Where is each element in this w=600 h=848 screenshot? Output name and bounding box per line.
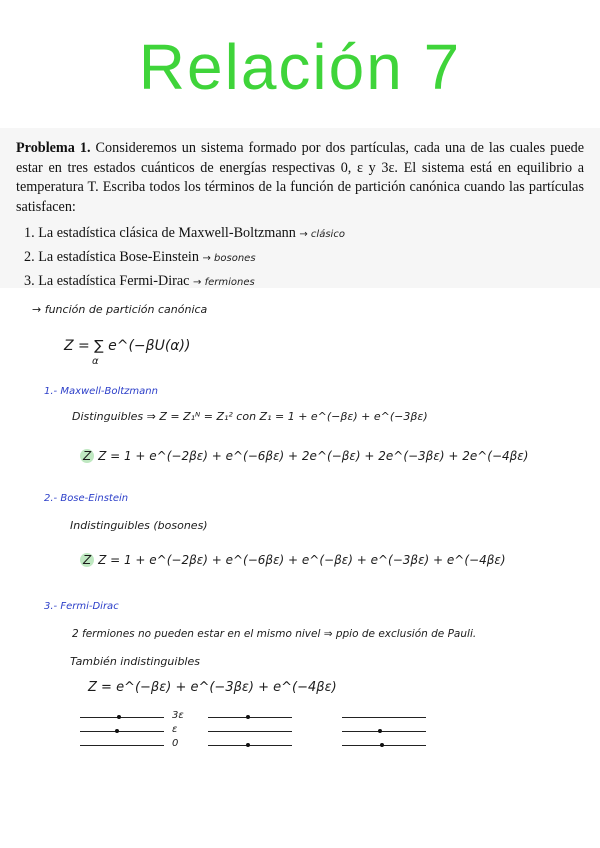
note-be-line: Indistinguibles (bosones) <box>70 519 208 532</box>
level-line <box>80 745 164 746</box>
level-label-e: ε <box>172 724 178 735</box>
level-label-3e: 3ε <box>172 710 184 721</box>
item-note: → clásico <box>299 229 345 240</box>
problem-text: Consideremos un sistema formado por dos partículas, cada una de las cuales puede estar en tres estados cuánticos de energías respectivas 0, ε y 3ε. El sistema está en equilibrio a temperatura T. Escriba todos los términos de la función de partición canónica cuando las partículas satisfacen: <box>16 140 585 215</box>
particle-dot <box>380 743 384 747</box>
note-be-result <box>80 553 506 567</box>
highlight-z: Z <box>80 553 94 567</box>
item-text: La estadística Bose-Einstein <box>38 249 199 265</box>
level-line <box>342 717 426 718</box>
mb-result-text: Z = 1 + e^(−2βε) + e^(−6βε) + 2e^(−βε) + 2e^(−3βε) + 2e^(−4βε) <box>98 449 529 463</box>
level-label-0: 0 <box>172 738 179 749</box>
particle-dot <box>246 715 250 719</box>
item-num: 1. <box>24 225 35 241</box>
note-intro: → función de partición canónica <box>32 303 208 316</box>
level-line <box>342 745 426 746</box>
item-text: La estadística clásica de Maxwell-Boltzmann <box>38 225 296 241</box>
note-mb-result <box>80 449 528 463</box>
note-fd-line2: También indistinguibles <box>70 655 200 668</box>
section-fermi-dirac: 3.- Fermi-Dirac <box>44 601 119 612</box>
list-item <box>24 270 345 294</box>
level-line <box>208 717 292 718</box>
note-fd-result: Z = e^(−βε) + e^(−3βε) + e^(−4βε) <box>88 680 337 695</box>
section-maxwell-boltzmann: 1.- Maxwell-Boltzmann <box>44 386 158 397</box>
note-mb-line: Distinguibles ⇒ Z = Z₁ᴺ = Z₁² con Z₁ = 1 + e^(−βε) + e^(−3βε) <box>72 410 428 423</box>
item-num: 3. <box>24 273 35 289</box>
problem-label: Problema 1. <box>16 140 91 156</box>
particle-dot <box>246 743 250 747</box>
highlight-z: Z <box>80 449 94 463</box>
level-line <box>208 745 292 746</box>
section-bose-einstein: 2.- Bose-Einstein <box>44 493 129 504</box>
note-fd-line1: 2 fermiones no pueden estar en el mismo nivel ⇒ ppio de exclusión de Pauli. <box>72 628 477 640</box>
problem-statement <box>16 139 584 217</box>
level-line <box>342 731 426 732</box>
note-z-subscript: α <box>92 356 99 367</box>
particle-dot <box>115 729 119 733</box>
item-num: 2. <box>24 249 35 265</box>
list-item <box>24 222 345 246</box>
particle-dot <box>378 729 382 733</box>
level-line <box>80 717 164 718</box>
level-line <box>80 731 164 732</box>
particle-dot <box>117 715 121 719</box>
item-text: La estadística Fermi-Dirac <box>38 273 190 289</box>
page-title: Relación 7 <box>138 31 462 103</box>
item-note: → bosones <box>202 253 256 264</box>
note-z-definition: Z = ∑ e^(−βU(α)) <box>64 338 191 354</box>
list-item <box>24 246 345 270</box>
problem-items <box>24 222 345 294</box>
item-note: → fermiones <box>193 277 255 288</box>
be-result-text: Z = 1 + e^(−2βε) + e^(−6βε) + e^(−βε) + e^(−3βε) + e^(−4βε) <box>98 553 506 567</box>
level-line <box>208 731 292 732</box>
